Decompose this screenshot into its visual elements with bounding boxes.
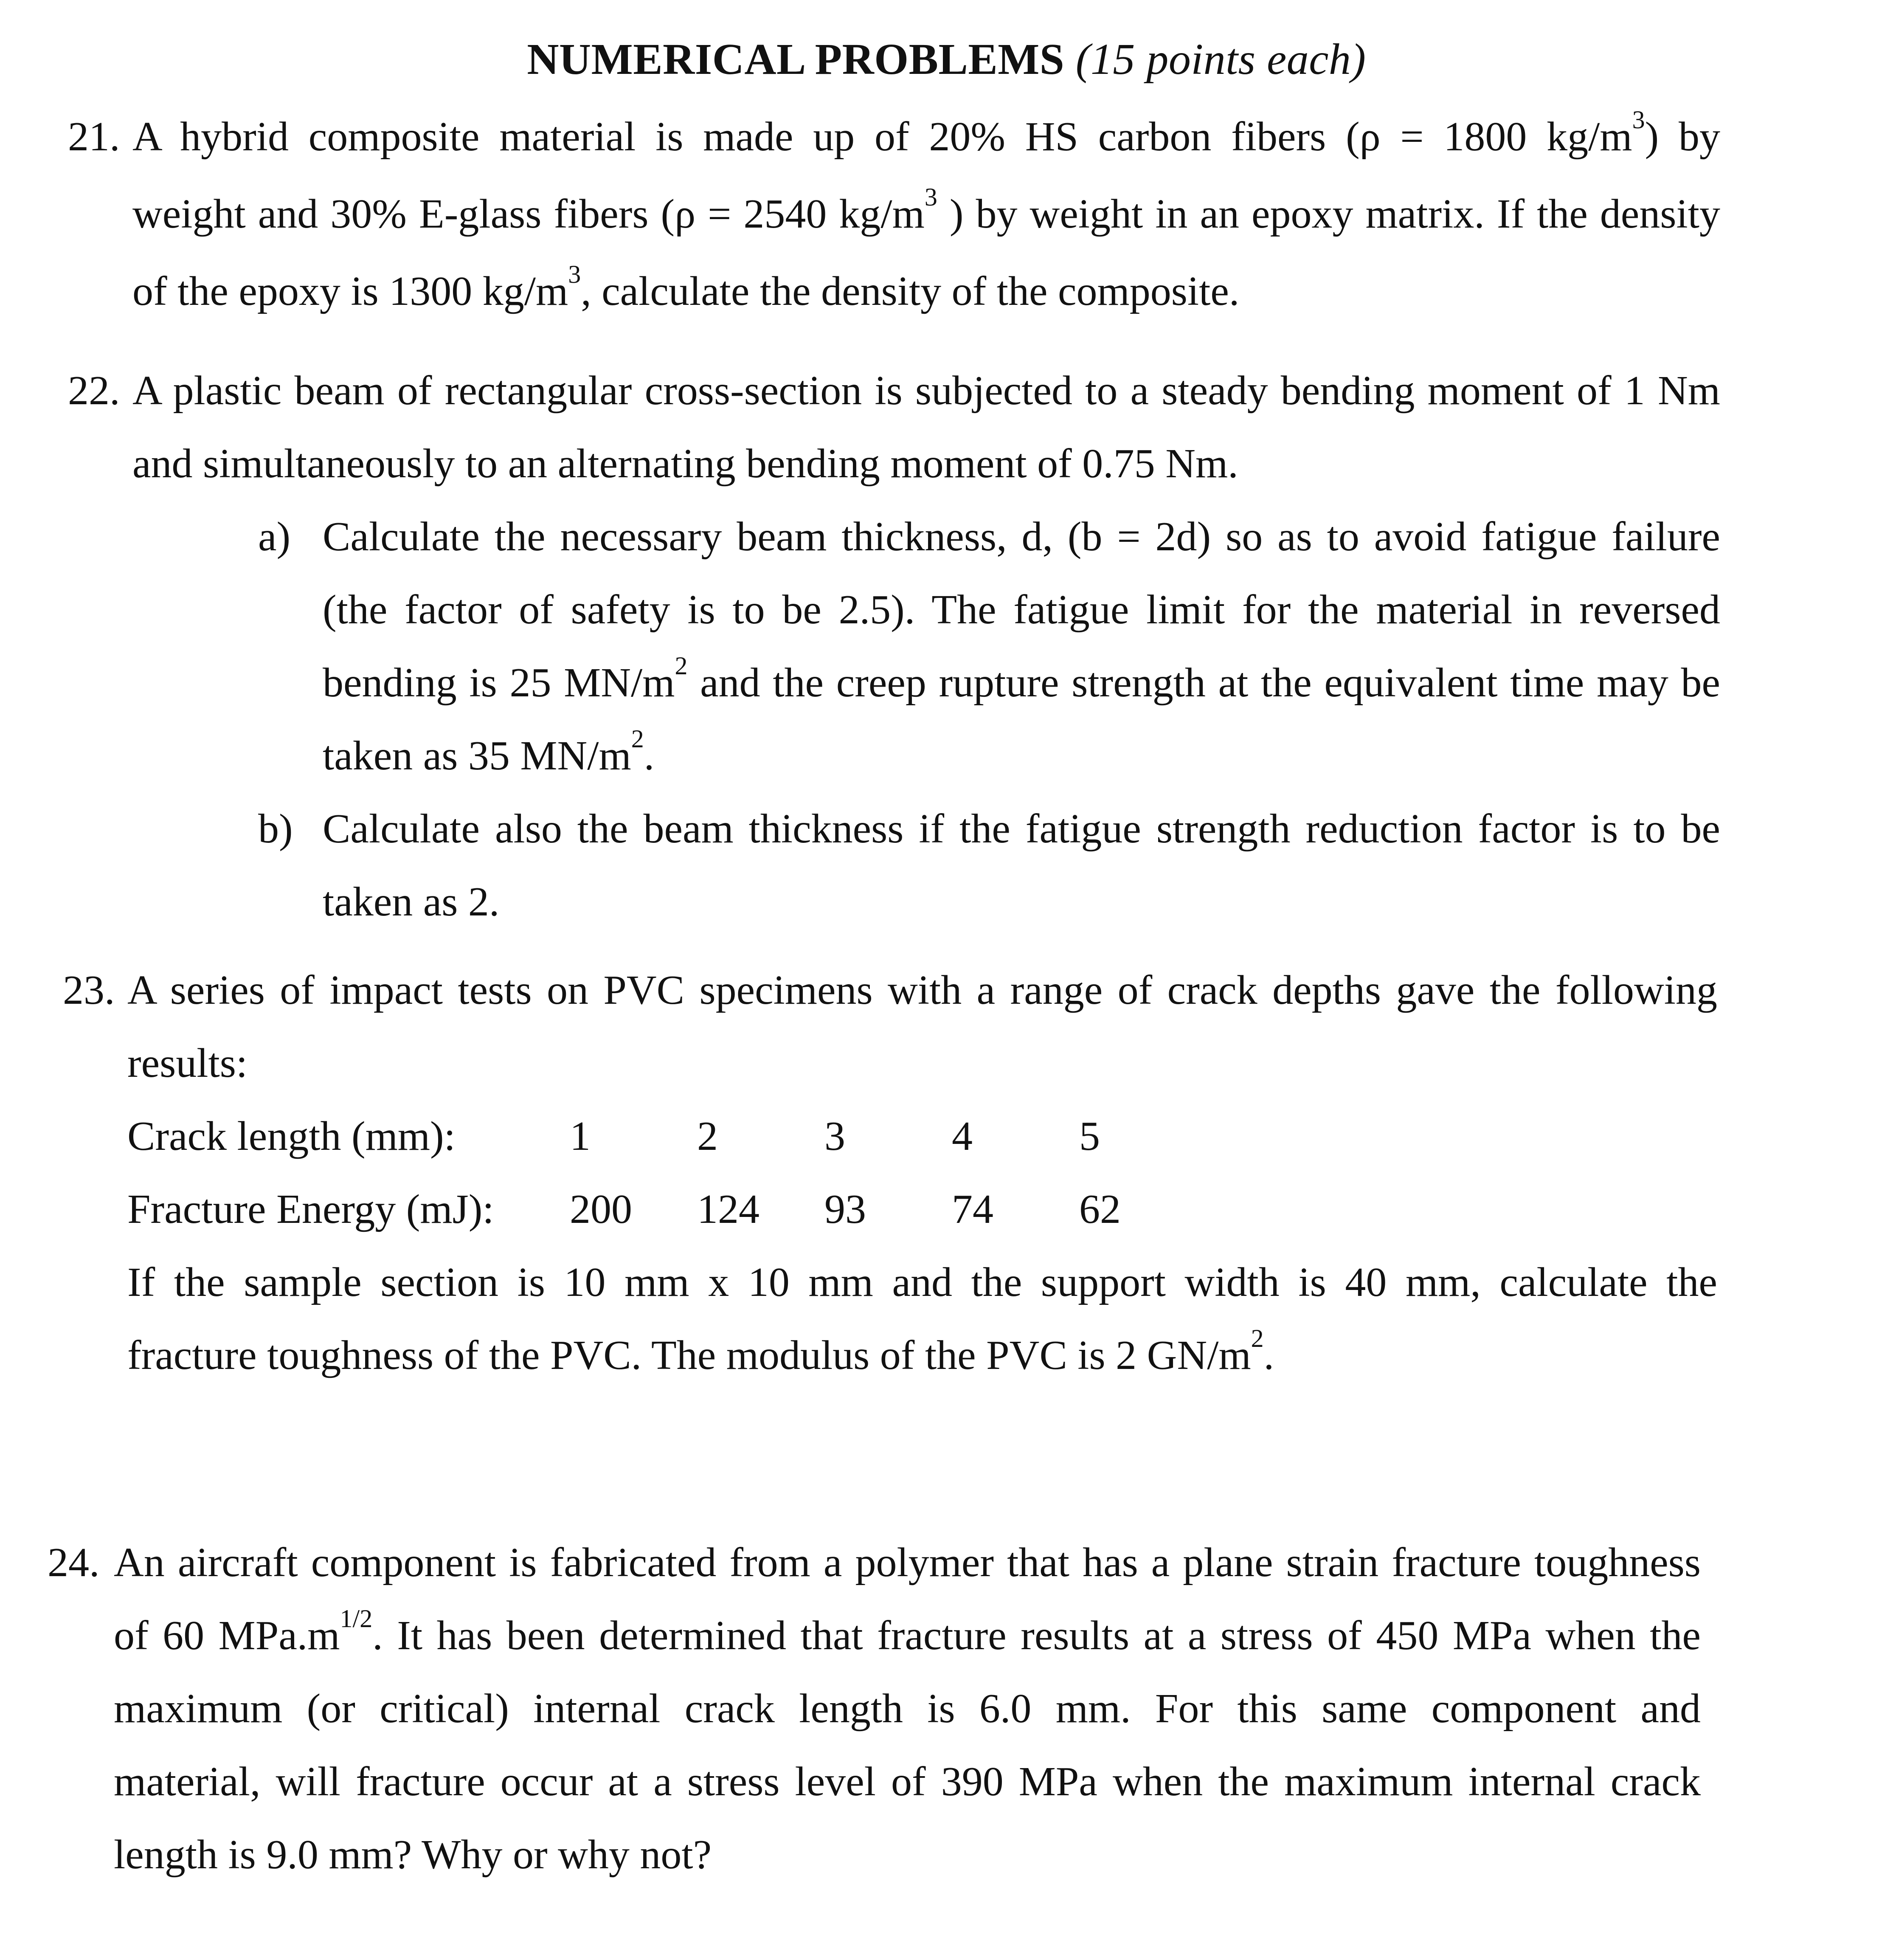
- subpart-line: taken as 35 $MN/m^2$.: [323, 725, 655, 779]
- table-cell: 2: [697, 1113, 718, 1159]
- question-line: and simultaneously to an alternating bending moment of 0.75 Nm.: [132, 441, 1238, 487]
- table-cell: 124: [697, 1186, 759, 1232]
- table-cell: 1: [570, 1113, 591, 1159]
- table-cell: 3: [824, 1113, 845, 1159]
- table-cell: 5: [1079, 1113, 1100, 1159]
- table-row-label: Fracture Energy (mJ):: [127, 1186, 494, 1232]
- question-line: length is 9.0 mm? Why or why not?: [114, 1832, 712, 1878]
- question-number: 22.: [68, 368, 120, 414]
- question-line: A hybrid composite material is made up of 20% HS carbon fibers (ρ = 1800 $kg/m^3$) by: [132, 106, 1721, 160]
- question-line: of 60 $MPa.m^{1/2}$. It has been determined that fracture results at a stress of 450 MPa when the: [114, 1605, 1701, 1659]
- subpart-line: (the factor of safety is to be 2.5). The fatigue limit for the material in reversed: [323, 587, 1720, 633]
- subpart-line: taken as 2.: [323, 879, 500, 925]
- question-line: fracture toughness of the PVC. The modulus of the PVC is 2 $GN/m^2$.: [127, 1324, 1274, 1378]
- title-italic: (15 points each): [1075, 35, 1366, 84]
- table-cell: 200: [570, 1186, 632, 1232]
- table-cell: 4: [952, 1113, 973, 1159]
- question-line: If the sample section is 10 mm x 10 mm and the support width is 40 mm, calculate the: [127, 1259, 1717, 1305]
- question-line: material, will fracture occur at a stress level of 390 MPa when the maximum internal crack: [114, 1759, 1701, 1805]
- table-cell: 74: [952, 1186, 993, 1232]
- table-cell: 93: [824, 1186, 866, 1232]
- subpart-line: Calculate the necessary beam thickness, d, (b = 2d) so as to avoid fatigue failure: [323, 514, 1720, 560]
- question-number: 23.: [63, 967, 115, 1013]
- question-line: weight and 30% E-glass fibers (ρ = 2540 $kg/m^3$ ) by weight in an epoxy matrix. If the density: [132, 183, 1721, 237]
- question-number: 21.: [68, 114, 120, 160]
- question-number: 24.: [48, 1540, 100, 1585]
- subpart-label-b: b): [258, 806, 293, 852]
- question-line: An aircraft component is fabricated from a polymer that has a plane strain fracture toughness: [114, 1540, 1701, 1585]
- subpart-line: bending is 25 $MN/m^2$ and the creep rupture strength at the equivalent time may be: [323, 652, 1720, 706]
- question-line: A plastic beam of rectangular cross-section is subjected to a steady bending moment of 1 Nm: [132, 368, 1720, 414]
- page-title: [0, 30, 1893, 89]
- table-cell: 62: [1079, 1186, 1121, 1232]
- title-bold: NUMERICAL PROBLEMS: [527, 35, 1065, 84]
- question-line: results:: [127, 1040, 248, 1086]
- table-row-label: Crack length (mm):: [127, 1113, 456, 1159]
- question-line: maximum (or critical) internal crack length is 6.0 mm. For this same component and: [114, 1686, 1701, 1732]
- subpart-line: Calculate also the beam thickness if the fatigue strength reduction factor is to be: [323, 806, 1720, 852]
- question-line: A series of impact tests on PVC specimens with a range of crack depths gave the following: [127, 967, 1717, 1013]
- subpart-label-a: a): [258, 514, 291, 560]
- question-line: of the epoxy is 1300 $kg/m^3$, calculate the density of the composite.: [132, 260, 1240, 314]
